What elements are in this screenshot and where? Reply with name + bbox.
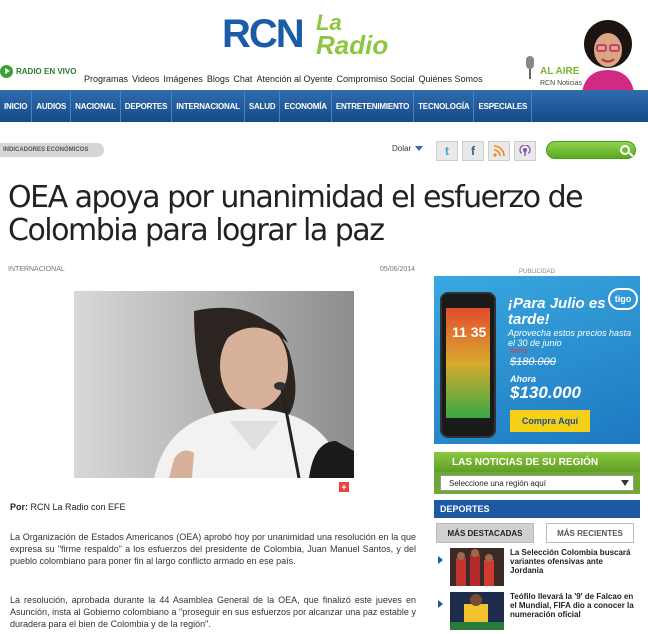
top-link-videos[interactable]: Videos (132, 74, 160, 84)
news-headline[interactable]: Teófilo llevará la '9' de Falcao en el Mundial, FIFA dio a conocer la numeración oficial (510, 592, 634, 619)
search-input[interactable] (546, 141, 636, 159)
region-select-value: Seleccione una región aquí (449, 478, 546, 488)
advertising-label: PUBLICIDAD (518, 269, 555, 275)
article-title: OEA apoya por unanimidad el esfuerzo de Colombia para lograr la paz (8, 180, 583, 248)
nav-inicio[interactable]: INICIO (0, 90, 32, 122)
nav-economia[interactable]: ECONOMÍA (280, 90, 331, 122)
nav-especiales[interactable]: ESPECIALES (474, 90, 532, 122)
news-thumbnail (450, 592, 504, 630)
nav-internacional[interactable]: INTERNACIONAL (172, 90, 245, 122)
enlarge-image-icon[interactable]: + (339, 482, 349, 492)
ad-subheadline: Aprovecha estos precios hasta el 30 de junio (508, 328, 632, 348)
ad-headline: ¡Para Julio es tarde! (508, 295, 606, 328)
top-link-quienes-somos[interactable]: Quiénes Somos (418, 74, 483, 84)
article-paragraph-2: La resolución, aprobada durante la 44 Asamblea General de la OEA, que finalizó este jueves en Asunción, insta al Gobierno colombiano a "proseguir en sus esfuerzos por alcanzar una paz estable y duradera para el bien de Colombia y de la región". (10, 595, 416, 629)
tigo-logo: tigo (608, 288, 638, 310)
ad-new-price: $130.000 (510, 383, 581, 402)
list-item[interactable] (438, 548, 638, 588)
top-link-programas[interactable]: Programas (84, 74, 129, 84)
podcast-icon[interactable] (514, 141, 536, 161)
arrow-right-icon (438, 556, 443, 564)
top-links (84, 74, 483, 84)
logo-rcn-text: RCN (222, 12, 303, 56)
top-link-chat[interactable]: Chat (233, 74, 253, 84)
nav-deportes[interactable]: DEPORTES (121, 90, 172, 122)
on-air-label: AL AIRE (540, 66, 580, 77)
article-date: 05/06/2014 (380, 266, 416, 273)
article-section[interactable]: INTERNACIONAL (8, 266, 65, 273)
microphone-icon (523, 56, 537, 80)
article-photo (74, 291, 354, 478)
ad-old-price: $180.000 (510, 356, 556, 368)
play-icon (0, 65, 13, 78)
news-headline[interactable]: La Selección Colombia buscará variantes ofensivas ante Jordania (510, 548, 631, 575)
search-icon[interactable] (620, 145, 630, 155)
radio-en-vivo-label: RADIO EN VIVO (16, 66, 77, 76)
top-link-atencion-al-oyente[interactable]: Atención al Oyente (256, 74, 333, 84)
region-select[interactable] (440, 475, 634, 491)
on-air-widget[interactable] (523, 56, 648, 92)
ad-buy-button[interactable]: Compra Aquí (510, 410, 590, 432)
logo-radio-text: Radio (316, 30, 389, 60)
dropdown-arrow-icon (415, 146, 423, 151)
chevron-down-icon (621, 480, 629, 486)
currency-selector[interactable] (392, 144, 423, 153)
ad-now-label: Ahora (510, 374, 537, 384)
rss-icon[interactable] (488, 141, 510, 161)
logo-la-text: La (316, 10, 342, 35)
currency-label: Dolar (392, 144, 412, 153)
byline-author: RCN La Radio con EFE (30, 502, 126, 512)
top-link-compromiso-social[interactable]: Compromiso Social (336, 74, 415, 84)
article-paragraph-1: La Organización de Estados Americanos (OEA) aprobó hoy por unanimidad una resolución en la que expresa su "firme respaldo" a los esfuerzos del presidente de Colombia, Juan Manuel Santos, y del pueblo colombiano para poner fin al largo conflicto armado en ese país. (10, 532, 416, 566)
phone-clock: 11 35 (452, 324, 487, 340)
arrow-right-icon (438, 600, 443, 608)
indicadores-economicos-tab[interactable]: INDICADORES ECONÓMICOS (0, 143, 104, 157)
byline-label: Por: (10, 502, 28, 512)
facebook-icon[interactable]: f (462, 141, 484, 161)
ad-before-label: Antes (510, 348, 528, 355)
news-thumbnail (450, 548, 504, 586)
top-link-blogs[interactable]: Blogs (206, 74, 230, 84)
article-byline (10, 502, 126, 512)
main-nav (0, 90, 648, 122)
tab-mas-destacadas[interactable]: MÁS DESTACADAS (436, 523, 534, 543)
rcn-la-radio-logo[interactable] (222, 8, 422, 64)
tab-mas-recientes[interactable]: MÁS RECIENTES (546, 523, 634, 543)
radio-en-vivo-link[interactable] (0, 63, 76, 79)
nav-tecnologia[interactable]: TECNOLOGÍA (414, 90, 474, 122)
sports-header: DEPORTES (434, 500, 640, 518)
twitter-icon[interactable]: t (436, 141, 458, 161)
nav-audios[interactable]: AUDIOS (32, 90, 71, 122)
region-news-header: LAS NOTICIAS DE SU REGIÓN (434, 452, 640, 472)
nav-entretenimiento[interactable]: ENTRETENIMIENTO (332, 90, 414, 122)
top-link-imagenes[interactable]: Imágenes (163, 74, 203, 84)
on-air-program: RCN Noticias (540, 80, 583, 87)
phone-illustration (440, 292, 496, 438)
nav-salud[interactable]: SALUD (245, 90, 281, 122)
tigo-ad-banner[interactable] (434, 276, 640, 444)
nav-nacional[interactable]: NACIONAL (71, 90, 121, 122)
list-item[interactable] (438, 592, 638, 632)
